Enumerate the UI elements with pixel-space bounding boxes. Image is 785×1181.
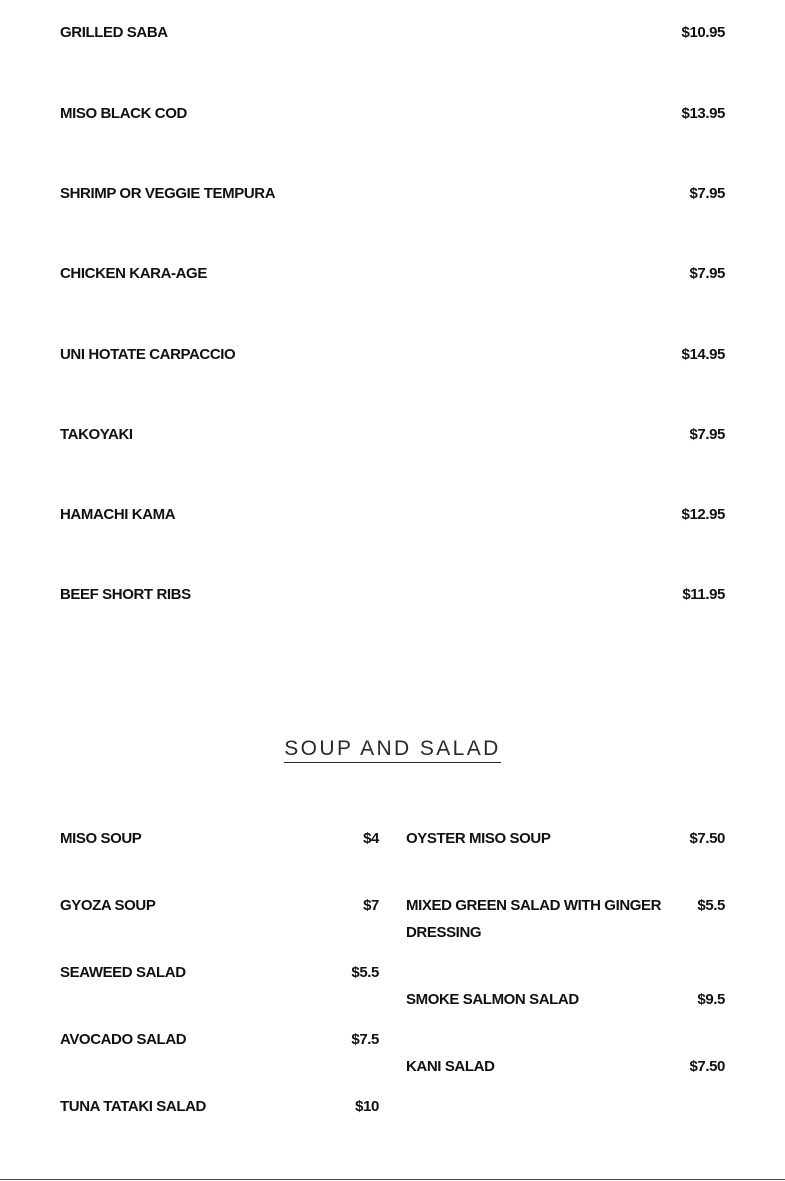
menu-item-price: $7.50 [689,1058,725,1075]
menu-item-row [60,180,725,207]
menu-item-name: MIXED GREEN SALAD WITH GINGER DRESSING [406,897,662,941]
menu-item-row [60,581,725,608]
menu-item-name: SHRIMP OR VEGGIE TEMPURA [60,185,276,202]
menu-item-price: $13.95 [681,105,725,122]
menu-item-price: $5.5 [697,897,725,914]
menu-item-name: BEEF SHORT RIBS [60,586,191,603]
soup-salad-item [60,825,379,852]
menu-item-name: KANI SALAD [406,1058,495,1075]
menu-item-name: MISO SOUP [60,830,142,847]
menu-item-name: CHICKEN KARA-AGE [60,265,207,282]
menu-item-row [60,501,725,528]
soup-salad-item [60,1026,379,1053]
soup-salad-item [406,825,725,852]
menu-item-price: $12.95 [681,506,725,523]
soup-salad-item [60,959,379,986]
menu-item-name: TAKOYAKI [60,426,133,443]
menu-item-row [60,260,725,287]
section-heading [0,735,785,763]
bottom-divider [0,1179,785,1180]
menu-item-name: GRILLED SABA [60,24,168,41]
menu-item-price: $7.95 [689,426,725,443]
menu-item-price: $10.95 [681,24,725,41]
soup-salad-item [60,892,379,919]
soup-salad-item [406,986,725,1013]
soup-salad-item [406,1053,725,1080]
menu-item-price: $11.95 [682,586,725,603]
menu-item-name: GYOZA SOUP [60,897,156,914]
soup-salad-item [60,1093,379,1120]
menu-item-row [60,341,725,368]
menu-item-name: MISO BLACK COD [60,105,187,122]
menu-item-price: $7.95 [689,265,725,282]
menu-item-price: $14.95 [681,346,725,363]
section-title-soup-and-salad: SOUP AND SALAD [284,735,500,763]
menu-item-row [60,421,725,448]
menu-item-price: $7.50 [689,830,725,847]
soup-salad-item [406,892,725,946]
menu-item-name: TUNA TATAKI SALAD [60,1098,206,1115]
menu-item-price: $4 [363,830,379,847]
menu-item-price: $7.95 [689,185,725,202]
menu-item-row [60,19,725,46]
menu-item-name: HAMACHI KAMA [60,506,176,523]
menu-item-name: SMOKE SALMON SALAD [406,991,579,1008]
menu-item-name: OYSTER MISO SOUP [406,830,551,847]
menu-item-name: AVOCADO SALAD [60,1031,187,1048]
menu-item-price: $7 [363,897,379,914]
menu-item-row [60,100,725,127]
menu-item-price: $7.5 [351,1031,379,1048]
menu-item-price: $10 [355,1098,379,1115]
menu-item-name: UNI HOTATE CARPACCIO [60,346,236,363]
menu-item-price: $5.5 [351,964,379,981]
menu-item-name: SEAWEED SALAD [60,964,186,981]
menu-item-price: $9.5 [697,991,725,1008]
